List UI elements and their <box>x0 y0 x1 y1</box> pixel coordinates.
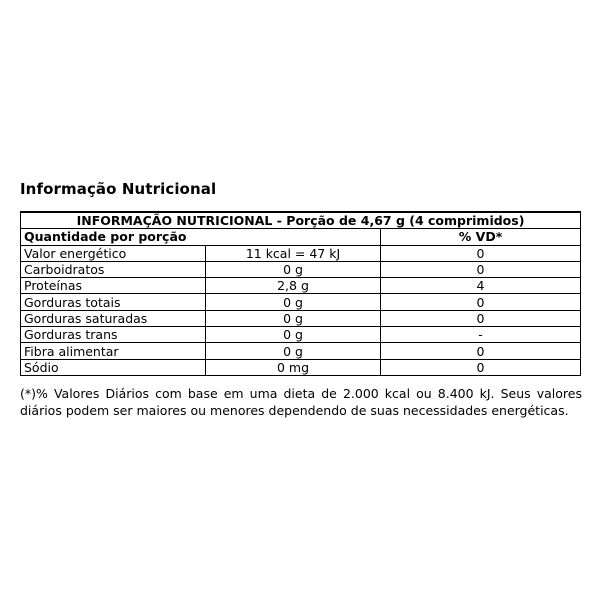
nutrient-name: Proteínas <box>21 278 206 294</box>
nutrient-vd: 0 <box>381 343 581 359</box>
nutrient-name: Sódio <box>21 359 206 375</box>
nutrient-quantity: 2,8 g <box>206 278 381 294</box>
nutrient-name: Gorduras trans <box>21 327 206 343</box>
nutrient-vd: 4 <box>381 278 581 294</box>
nutrient-vd: - <box>381 327 581 343</box>
page-title: Informação Nutricional <box>20 180 217 198</box>
nutrition-table <box>20 211 581 376</box>
nutrient-vd: 0 <box>381 294 581 310</box>
vd-column-header: % VD* <box>381 229 581 245</box>
nutrient-quantity: 0 g <box>206 343 381 359</box>
nutrient-name: Gorduras saturadas <box>21 310 206 326</box>
footnote: (*)% Valores Diários com base em uma dieta de 2.000 kcal ou 8.400 kJ. Seus valores diários podem ser maiores ou menores dependendo de suas necessidades energéticas. <box>20 386 582 418</box>
nutrient-name: Fibra alimentar <box>21 343 206 359</box>
table-row <box>21 343 581 359</box>
table-row <box>21 294 581 310</box>
table-row <box>21 261 581 277</box>
table-title-row <box>21 212 581 229</box>
table-row <box>21 245 581 261</box>
table-row <box>21 359 581 375</box>
table-header-row <box>21 229 581 245</box>
nutrient-vd: 0 <box>381 245 581 261</box>
quantity-column-header: Quantidade por porção <box>21 229 381 245</box>
nutrient-vd: 0 <box>381 310 581 326</box>
nutrient-name: Gorduras totais <box>21 294 206 310</box>
table-row <box>21 278 581 294</box>
nutrient-vd: 0 <box>381 261 581 277</box>
table-title: INFORMAÇÃO NUTRICIONAL - Porção de 4,67 g (4 comprimidos) <box>21 212 581 229</box>
nutrient-quantity: 0 g <box>206 327 381 343</box>
table-row <box>21 327 581 343</box>
table-row <box>21 310 581 326</box>
nutrient-quantity: 0 mg <box>206 359 381 375</box>
nutrient-name: Carboidratos <box>21 261 206 277</box>
nutrient-quantity: 0 g <box>206 261 381 277</box>
nutrient-name: Valor energético <box>21 245 206 261</box>
nutrient-quantity: 0 g <box>206 310 381 326</box>
nutrient-quantity: 0 g <box>206 294 381 310</box>
nutrient-vd: 0 <box>381 359 581 375</box>
nutrient-quantity: 11 kcal = 47 kJ <box>206 245 381 261</box>
